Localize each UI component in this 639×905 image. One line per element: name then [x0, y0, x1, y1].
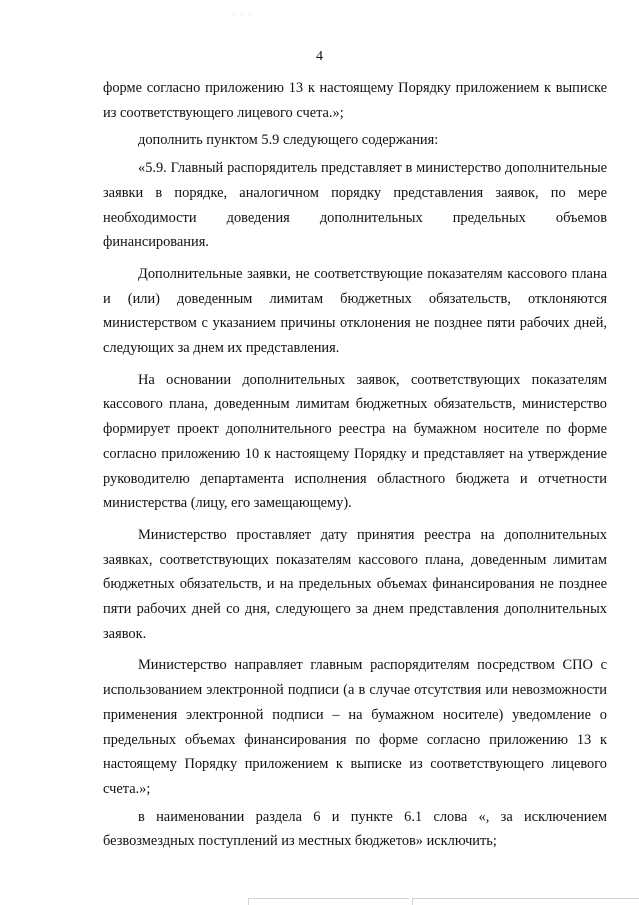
scan-edge-artifact: [412, 898, 639, 905]
paragraph-form-continuation: форме согласно приложению 13 к настоящему Порядку приложением к выписке из соответствующего лицевого счета.»;: [103, 80, 607, 121]
scan-artifact: · · ·: [232, 11, 253, 19]
paragraph-registry-draft: На основании дополнительных заявок, соответствующих показателям кассового плана, доведенным лимитам бюджетных обязательств, министерство формирует проект дополнительного реестра на бумажном носителе по форме согласно приложению 10 к настоящему Порядку и представляет на утверждение руководителю департамента исполнения областного бюджета и отчетности министерства (лицу, его замещающему).: [103, 371, 607, 512]
paragraph-add-clause: дополнить пунктом 5.9 следующего содержания:: [138, 132, 439, 149]
paragraph-registry-date: Министерство проставляет дату принятия реестра на дополнительных заявках, соответствующих показателям кассового плана, доведенным лимитам бюджетных обязательств, и на предельных объемах финансирования не позднее пяти рабочих дней со дня, следующего за днем представления дополнительных заявок.: [103, 526, 607, 642]
paragraph-clause-5-9: «5.9. Главный распорядитель представляет в министерство дополнительные заявки в порядке, аналогичном порядку представления заявок, по мере необходимости доведения дополнительных предельных объемов финансирования.: [103, 160, 607, 251]
page-number: 4: [316, 49, 323, 64]
scan-edge-artifact: [248, 898, 409, 905]
paragraph-section-6-amendment: в наименовании раздела 6 и пункте 6.1 слова «, за исключением безвозмездных поступлений из местных бюджетов» исключить;: [103, 808, 607, 850]
paragraph-rejection: Дополнительные заявки, не соответствующие показателям кассового плана и (или) доведенным лимитам бюджетных обязательств, отклоняются министерством с указанием причины отклонения не позднее пяти рабочих дней, следующих за днем их представления.: [103, 265, 607, 357]
paragraph-notification: Министерство направляет главным распорядителям посредством СПО с использованием электронной подписи (а в случае отсутствия или невозможности применения электронной подписи – на бумажном носителе) уведомление о предельных объемах финансирования по форме согласно приложению 13 к настоящему Порядку приложением к выписке из соответствующего лицевого счета.»;: [103, 657, 607, 797]
document-body: [103, 76, 607, 854]
